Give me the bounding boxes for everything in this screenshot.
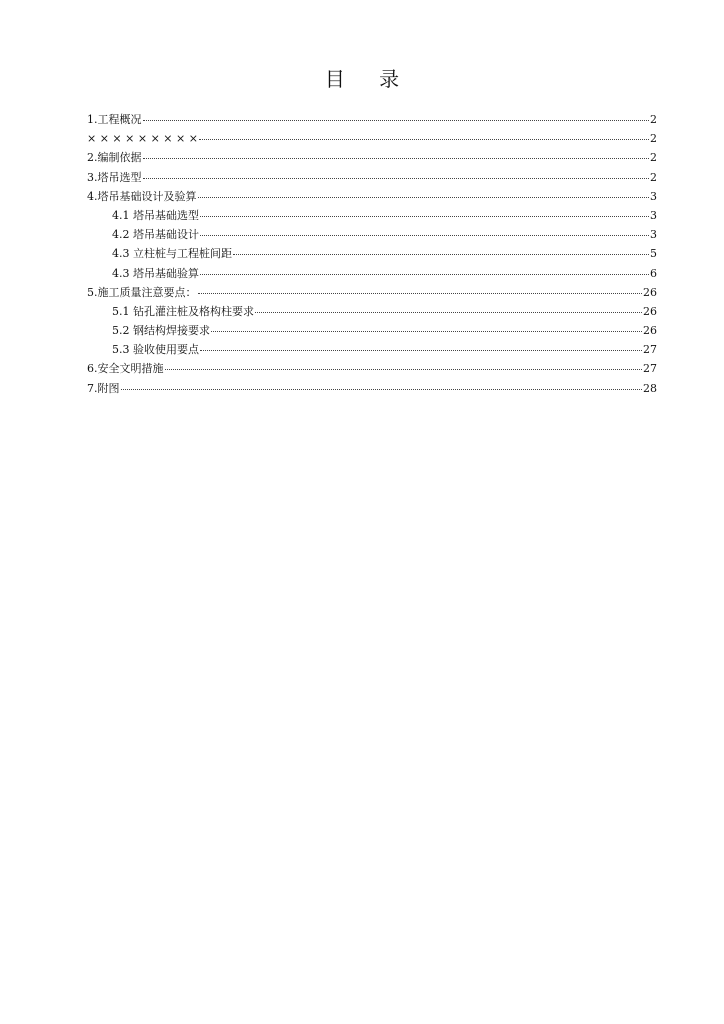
toc-entry-label: 4.1 塔吊基础选型 — [112, 208, 199, 222]
toc-entry-label: 3.塔吊选型 — [87, 170, 142, 184]
toc-entry-page: 27 — [643, 362, 657, 376]
toc-entry-page: 6 — [650, 266, 657, 280]
toc-leader-dots — [199, 138, 649, 140]
toc-leader-dots — [143, 119, 650, 121]
toc-entry-label: 5.2 钢结构焊接要求 — [112, 324, 210, 338]
toc-entry-page: 2 — [650, 132, 657, 146]
toc-subentry[interactable] — [87, 321, 657, 340]
toc-entry-label: 5.3 验收使用要点 — [112, 343, 199, 357]
toc-entry-label: 2.编制依据 — [87, 151, 142, 165]
toc-leader-dots — [200, 273, 649, 275]
toc-subentry[interactable] — [87, 302, 657, 321]
toc-entry[interactable] — [87, 110, 657, 129]
toc-leader-dots — [121, 388, 643, 390]
toc-entry-label: 4.3 立柱桩与工程桩间距 — [112, 247, 232, 261]
toc-leader-dots — [200, 349, 642, 351]
toc-entry[interactable] — [87, 129, 657, 148]
toc-entry-label: 4.塔吊基础设计及验算 — [87, 189, 197, 203]
toc-leader-dots — [198, 196, 650, 198]
toc-leader-dots — [200, 234, 649, 236]
toc-leader-dots — [143, 157, 650, 159]
toc-entry[interactable] — [87, 359, 657, 378]
toc-entry[interactable] — [87, 283, 657, 302]
toc-entry-label: 4.3 塔吊基础验算 — [112, 266, 199, 280]
toc-leader-dots — [200, 215, 649, 217]
toc-subentry[interactable] — [87, 225, 657, 244]
toc-subentry[interactable] — [87, 206, 657, 225]
toc-entry-page: 26 — [643, 304, 657, 318]
toc-entry-page: 2 — [650, 151, 657, 165]
table-of-contents — [87, 110, 657, 398]
toc-subentry[interactable] — [87, 264, 657, 283]
toc-entry[interactable] — [87, 148, 657, 167]
toc-entry-page: 26 — [643, 324, 657, 338]
toc-entry-label: 4.2 塔吊基础设计 — [112, 228, 199, 242]
toc-leader-dots — [165, 368, 643, 370]
toc-entry-label: 6.安全文明措施 — [87, 362, 164, 376]
toc-leader-dots — [233, 253, 649, 255]
toc-entry-label: 5.1 钻孔灌注桩及格构柱要求 — [112, 304, 254, 318]
toc-subentry[interactable] — [87, 244, 657, 263]
toc-leader-dots — [198, 292, 643, 294]
toc-entry-page: 3 — [650, 189, 657, 203]
toc-entry-page: 27 — [643, 343, 657, 357]
toc-title: 目 录 — [324, 67, 414, 91]
toc-entry-label: 7.附图 — [87, 381, 120, 395]
toc-subentry[interactable] — [87, 340, 657, 359]
toc-entry-page: 26 — [643, 285, 657, 299]
toc-entry-page: 5 — [650, 247, 657, 261]
toc-entry-page: 3 — [650, 228, 657, 242]
toc-entry-label: × × × × × × × × × — [87, 132, 198, 146]
toc-entry-label: 5.施工质量注意要点： — [87, 285, 197, 299]
toc-entry-page: 2 — [650, 170, 657, 184]
toc-leader-dots — [211, 330, 642, 332]
toc-entry[interactable] — [87, 168, 657, 187]
toc-entry[interactable] — [87, 187, 657, 206]
toc-leader-dots — [255, 311, 642, 313]
toc-leader-dots — [143, 177, 650, 179]
toc-entry-page: 28 — [643, 381, 657, 395]
toc-entry-label: 1.工程概况 — [87, 113, 142, 126]
toc-entry-page: 2 — [650, 113, 657, 126]
toc-entry-page: 3 — [650, 208, 657, 222]
toc-entry[interactable] — [87, 379, 657, 398]
